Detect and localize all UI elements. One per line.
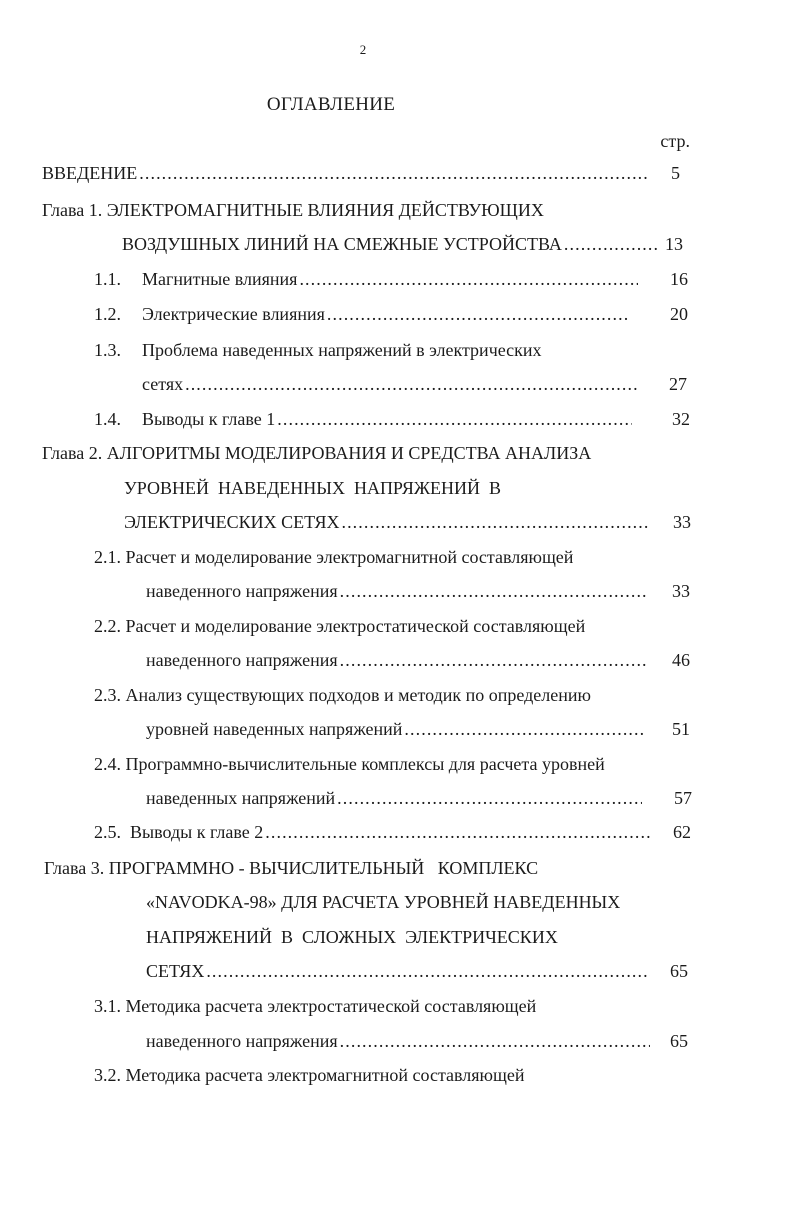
section-title: Выводы к главе 2 <box>130 822 264 842</box>
leader-dots <box>185 372 638 396</box>
page-column-label: стр. <box>660 131 690 151</box>
leader-dots <box>277 407 632 431</box>
section-title: Магнитные влияния <box>142 269 298 289</box>
section-title: наведенного напряжения <box>146 1031 338 1051</box>
toc-page: 20 <box>670 304 688 324</box>
section-title <box>94 752 605 776</box>
chapter-1-heading <box>42 198 544 222</box>
section-title <box>94 545 573 569</box>
chapter-title-line: УРОВНЕЙ НАВЕДЕННЫХ НАПРЯЖЕНИЙ В <box>124 478 501 498</box>
section-number: 2.1. <box>94 547 121 567</box>
toc-page: 65 <box>670 961 688 981</box>
section-title: Электрические влияния <box>142 304 325 324</box>
toc-entry-section <box>142 302 634 326</box>
toc-page: 57 <box>674 788 692 808</box>
toc-page: 5 <box>671 163 680 183</box>
section-title: сетях <box>142 374 184 394</box>
chapter-title-line: НАПРЯЖЕНИЙ В СЛОЖНЫХ ЭЛЕКТРИЧЕСКИХ <box>146 927 558 947</box>
section-title: Выводы к главе 1 <box>142 409 276 429</box>
leader-dots <box>340 648 646 672</box>
toc-entry-section <box>146 717 650 741</box>
toc-entry-label: ВВЕДЕНИЕ <box>42 163 138 183</box>
toc-page: 16 <box>670 269 688 289</box>
leader-dots <box>265 820 650 844</box>
toc-page: 32 <box>672 409 690 429</box>
section-title <box>94 1063 524 1087</box>
leader-dots <box>337 786 642 810</box>
section-title-text: Методика расчета электромагнитной составляющей <box>125 1065 525 1085</box>
leader-dots <box>327 302 630 326</box>
toc-entry-chapter-1 <box>122 232 662 256</box>
section-number: 2.2. <box>94 616 121 636</box>
chapter-title-line: ЭЛЕКТРИЧЕСКИХ СЕТЯХ <box>124 512 340 532</box>
toc-page: 27 <box>669 374 687 394</box>
toc-entry-section <box>146 1029 654 1053</box>
leader-dots <box>139 161 650 185</box>
chapter-title-line: ВОЗДУШНЫХ ЛИНИЙ НА СМЕЖНЫЕ УСТРОЙСТВА <box>122 234 562 254</box>
toc-page: 51 <box>672 719 690 739</box>
section-title: Проблема наведенных напряжений в электрических <box>142 340 542 360</box>
chapter-title-line: АЛГОРИТМЫ МОДЕЛИРОВАНИЯ И СРЕДСТВА АНАЛИЗА <box>106 443 592 463</box>
section-number: 1.3. <box>94 340 121 360</box>
section-title-text: Расчет и моделирование электромагнитной составляющей <box>125 547 574 567</box>
chapter-title-line: ЭЛЕКТРОМАГНИТНЫЕ ВЛИЯНИЯ ДЕЙСТВУЮЩИХ <box>106 200 544 220</box>
section-title: уровней наведенных напряжений <box>146 719 403 739</box>
section-title <box>94 994 536 1018</box>
section-number: 2.5. <box>94 822 121 842</box>
section-title-text: Методика расчета электростатической составляющей <box>125 996 537 1016</box>
toc-entry-chapter-3 <box>146 959 654 983</box>
section-title-text: Анализ существующих подходов и методик по определению <box>125 685 591 705</box>
toc-page: 33 <box>672 581 690 601</box>
toc-entry-section <box>142 372 642 396</box>
chapter-prefix: Глава 3. <box>44 858 105 878</box>
toc-entry-section <box>142 407 636 431</box>
toc-page: 13 <box>665 234 683 254</box>
section-number: 1.4. <box>94 409 121 429</box>
section-title <box>94 683 591 707</box>
section-number: 2.4. <box>94 754 121 774</box>
toc-page: 62 <box>673 822 691 842</box>
chapter-title-line: «NAVODKA-98» ДЛЯ РАСЧЕТА УРОВНЕЙ НАВЕДЕННЫХ <box>146 892 621 912</box>
section-title: наведенного напряжения <box>146 581 338 601</box>
section-number: 1.2. <box>94 304 121 324</box>
section-title: наведенных напряжений <box>146 788 336 808</box>
chapter-3-heading <box>44 856 538 880</box>
chapter-prefix: Глава 2. <box>42 443 103 463</box>
toc-entry-section <box>146 579 650 603</box>
toc-entry-section <box>130 820 654 844</box>
section-title: наведенного напряжения <box>146 650 338 670</box>
chapter-prefix: Глава 1. <box>42 200 103 220</box>
section-number: 2.3. <box>94 685 121 705</box>
toc-entry-section <box>146 648 650 672</box>
chapter-title-line: ПРОГРАММНО - ВЫЧИСЛИТЕЛЬНЫЙ КОМПЛЕКС <box>108 858 539 878</box>
toc-page: 65 <box>670 1031 688 1051</box>
section-title-text: Расчет и моделирование электростатической составляющей <box>125 616 586 636</box>
leader-dots <box>299 267 638 291</box>
leader-dots <box>340 1029 650 1053</box>
toc-entry-intro <box>42 161 654 185</box>
section-number: 3.2. <box>94 1065 121 1085</box>
chapter-2-heading <box>42 441 591 465</box>
toc-page: 33 <box>673 512 691 532</box>
toc-title: ОГЛАВЛЕНИЕ <box>266 94 396 115</box>
toc-entry-section <box>146 786 646 810</box>
toc-page: 46 <box>672 650 690 670</box>
leader-dots <box>340 579 646 603</box>
section-number: 3.1. <box>94 996 121 1016</box>
leader-dots <box>404 717 646 741</box>
leader-dots <box>341 510 650 534</box>
section-title-text: Программно-вычислительные комплексы для расчета уровней <box>125 754 605 774</box>
leader-dots <box>206 959 650 983</box>
section-title <box>94 614 585 638</box>
chapter-title-line: СЕТЯХ <box>146 961 205 981</box>
toc-entry-section <box>142 267 642 291</box>
toc-entry-chapter-2 <box>124 510 654 534</box>
page-number: 2 <box>359 42 367 57</box>
section-number: 1.1. <box>94 269 121 289</box>
